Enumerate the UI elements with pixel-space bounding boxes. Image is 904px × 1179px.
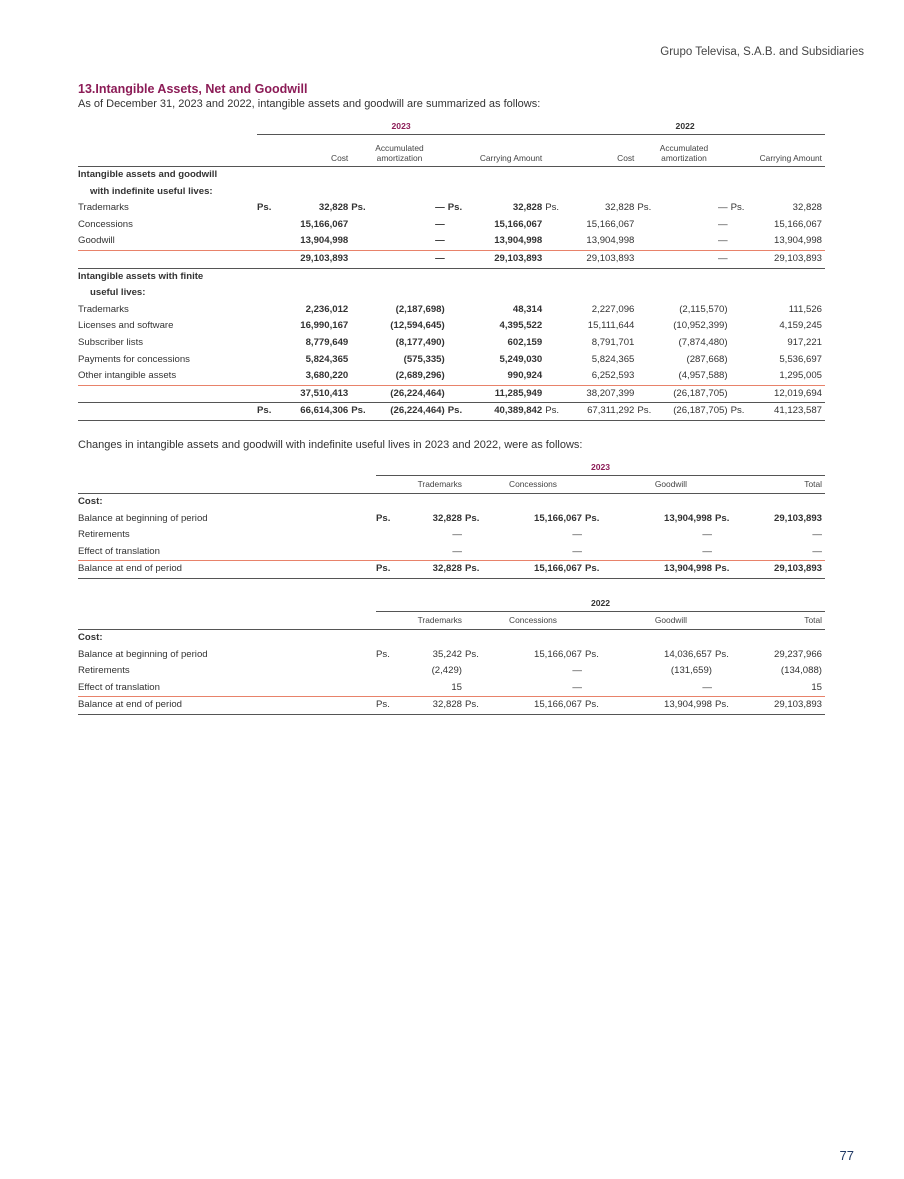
section-title: 13.Intangible Assets, Net and Goodwill	[78, 82, 308, 96]
cost-label: Cost:	[78, 630, 376, 647]
table-row: Retirements (2,429) — (131,659) (134,088)	[78, 665, 822, 677]
table-row: Effect of translation 15 — — 15	[78, 680, 825, 697]
col-goodwill: Goodwill	[585, 612, 715, 630]
table-row: Effect of translation — — — —	[78, 544, 825, 561]
col-accum-2023: Accumulated amortization	[351, 135, 447, 167]
year-header-2022: 2022	[675, 121, 695, 132]
company-header: Grupo Televisa, S.A.B. and Subsidiaries	[660, 46, 864, 58]
table-row: Trademarks 2,236,012 (2,187,698) 48,314 2,227,096 (2,115,570) 111,526	[78, 303, 822, 315]
changes-2022-table	[78, 595, 825, 715]
col-trademarks: Trademarks	[376, 612, 465, 630]
table-row: Subscriber lists 8,779,649 (8,177,490) 602,159 8,791,701 (7,874,480) 917,221	[78, 337, 822, 349]
table-row: Other intangible assets 3,680,220 (2,689,296) 990,924 6,252,593 (4,957,588) 1,295,005	[78, 368, 825, 385]
col-concessions: Concessions	[465, 612, 585, 630]
table-row: Payments for concessions 5,824,365 (575,335) 5,249,030 5,824,365 (287,668) 5,536,697	[78, 353, 822, 365]
subtotal-row: 37,510,413 (26,224,464) 11,285,949 38,207,399 (26,187,705) 12,019,694	[78, 385, 825, 403]
year-header-2023: 2023	[391, 121, 411, 132]
col-concessions: Concessions	[465, 476, 585, 494]
group-title-indefinite: Intangible assets and goodwill	[78, 167, 257, 184]
changes-intro: Changes in intangible assets and goodwill with indefinite useful lives in 2023 and 2022, were as follows:	[78, 439, 583, 451]
intangible-assets-table	[78, 118, 825, 421]
col-carrying-2023: Carrying Amount	[448, 135, 546, 167]
col-cost-2022: Cost	[545, 135, 637, 167]
col-accum-2022: Accumulated amortization	[637, 135, 730, 167]
year-header-2023: 2023	[590, 462, 611, 473]
col-carrying-2022: Carrying Amount	[731, 135, 825, 167]
table-row: Balance at beginning of period Ps. 32,828 Ps. 15,166,067 Ps. 13,904,998 Ps. 29,103,893	[78, 512, 822, 524]
group-title-finite: Intangible assets with finite	[78, 270, 204, 282]
table-row: Retirements — — — —	[78, 529, 822, 541]
col-cost-2023: Cost	[257, 135, 351, 167]
table-row: Trademarks Ps. 32,828 Ps. — Ps. 32,828 Ps. 32,828 Ps. — Ps. 32,828	[78, 202, 822, 214]
changes-2023-table	[78, 459, 825, 579]
col-goodwill: Goodwill	[585, 476, 715, 494]
page-number: 77	[839, 1148, 854, 1163]
year-header-2022: 2022	[590, 598, 611, 609]
col-total: Total	[715, 612, 825, 630]
table-row: Goodwill 13,904,998 — 13,904,998 13,904,998 — 13,904,998	[78, 233, 825, 250]
table-row: Concessions 15,166,067 — 15,166,067 15,166,067 — 15,166,067	[78, 218, 822, 230]
group-title-finite-2: useful lives:	[90, 287, 146, 299]
table-row: Balance at end of period Ps. 32,828 Ps. 15,166,067 Ps. 13,904,998 Ps. 29,103,893	[78, 561, 825, 579]
table-row: Balance at end of period Ps. 32,828 Ps. 15,166,067 Ps. 13,904,998 Ps. 29,103,893	[78, 697, 825, 715]
col-total: Total	[715, 476, 825, 494]
section-intro: As of December 31, 2023 and 2022, intangible assets and goodwill are summarized as follows:	[78, 98, 541, 110]
subtotal-row: 29,103,893 — 29,103,893 29,103,893 — 29,103,893	[78, 251, 825, 269]
table-row: Licenses and software 16,990,167 (12,594,645) 4,395,522 15,111,644 (10,952,399) 4,159,245	[78, 320, 822, 332]
col-trademarks: Trademarks	[376, 476, 465, 494]
group-title-indefinite-2: with indefinite useful lives:	[90, 185, 213, 197]
grand-total-row: Ps. 66,614,306 Ps. (26,224,464) Ps. 40,389,842 Ps. 67,311,292 Ps. (26,187,705) Ps. 41,123,587	[78, 403, 825, 421]
cost-label: Cost:	[78, 494, 376, 511]
table-row: Balance at beginning of period Ps. 35,242 Ps. 15,166,067 Ps. 14,036,657 Ps. 29,237,966	[78, 648, 822, 660]
